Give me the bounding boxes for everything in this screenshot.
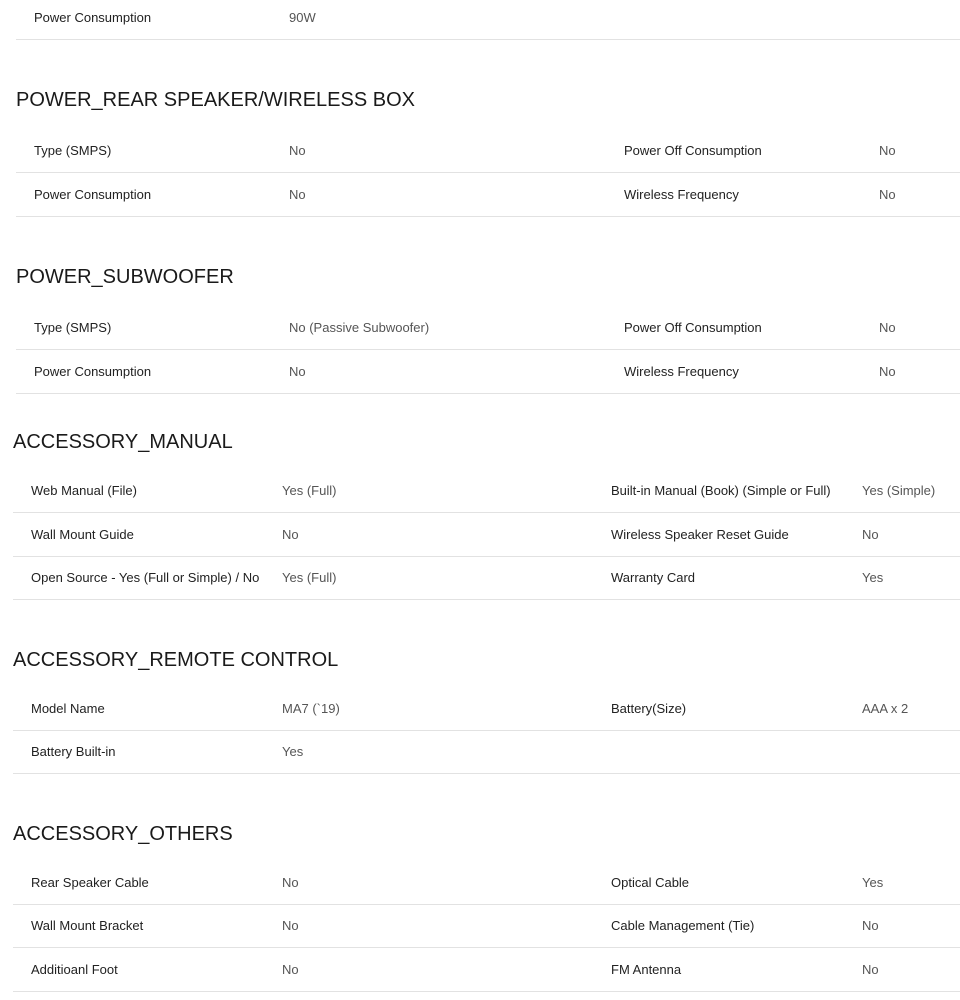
- spec-value: Yes: [282, 744, 304, 759]
- spec-row: [16, 129, 960, 173]
- spec-row: [16, 350, 960, 394]
- spec-label: Additioanl Foot: [31, 962, 118, 977]
- spec-label: Power Off Consumption: [624, 143, 762, 158]
- spec-label: Built-in Manual (Book) (Simple or Full): [611, 483, 831, 498]
- spec-value: No: [862, 918, 879, 933]
- spec-label: Cable Management (Tie): [611, 918, 755, 933]
- spec-row: [13, 556, 960, 600]
- spec-value: No: [879, 187, 896, 202]
- spec-label: Type (SMPS): [34, 320, 112, 335]
- section-title-remote-control: ACCESSORY_REMOTE CONTROL: [13, 649, 339, 671]
- spec-label: Power Off Consumption: [624, 320, 762, 335]
- spec-value: No: [282, 962, 299, 977]
- spec-value: No: [282, 527, 299, 542]
- spec-value: No: [289, 364, 306, 379]
- spec-label: Wireless Speaker Reset Guide: [611, 527, 789, 542]
- spec-label: Wireless Frequency: [624, 364, 739, 379]
- spec-label: Web Manual (File): [31, 483, 137, 498]
- spec-label: Wireless Frequency: [624, 187, 739, 202]
- spec-label: Power Consumption: [34, 187, 152, 202]
- spec-value: No: [879, 364, 896, 379]
- spec-row: [13, 904, 960, 948]
- spec-row: [13, 730, 960, 774]
- spec-value: Yes (Full): [282, 483, 337, 498]
- spec-row: [13, 948, 960, 992]
- section-title-others: ACCESSORY_OTHERS: [13, 823, 233, 845]
- spec-row: [13, 687, 960, 731]
- spec-value: No: [862, 527, 879, 542]
- spec-label: Battery Built-in: [31, 744, 116, 759]
- spec-value: Yes (Simple): [862, 483, 936, 498]
- section-title-subwoofer: POWER_SUBWOOFER: [16, 266, 234, 288]
- spec-value: No: [879, 320, 896, 335]
- spec-label: Model Name: [31, 701, 105, 716]
- spec-label: Power Consumption: [34, 364, 152, 379]
- spec-label: FM Antenna: [611, 962, 682, 977]
- spec-row: [16, 306, 960, 350]
- spec-value: No: [862, 962, 879, 977]
- spec-value: No: [282, 875, 299, 890]
- spec-value: No (Passive Subwoofer): [289, 320, 430, 335]
- spec-value: 90W: [289, 10, 316, 25]
- spec-label: Wall Mount Guide: [31, 527, 134, 542]
- spec-value: No: [282, 918, 299, 933]
- spec-row: [13, 469, 960, 513]
- spec-label: Optical Cable: [611, 875, 690, 890]
- spec-label: Warranty Card: [611, 570, 696, 585]
- section-title-manual: ACCESSORY_MANUAL: [13, 431, 233, 453]
- spec-value: No: [879, 143, 896, 158]
- spec-value: No: [289, 187, 306, 202]
- spec-value: No: [289, 143, 306, 158]
- spec-label: Wall Mount Bracket: [31, 918, 144, 933]
- spec-label: Battery(Size): [611, 701, 687, 716]
- spec-label: Type (SMPS): [34, 143, 112, 158]
- spec-value: AAA x 2: [862, 701, 909, 716]
- spec-value: Yes: [862, 875, 884, 890]
- spec-row-top: [16, 0, 960, 40]
- spec-row: [13, 861, 960, 905]
- spec-value: Yes (Full): [282, 570, 337, 585]
- spec-label: Rear Speaker Cable: [31, 875, 149, 890]
- spec-row: [13, 513, 960, 557]
- spec-label: Power Consumption: [34, 10, 152, 25]
- spec-value: MA7 (`19): [282, 701, 340, 716]
- spec-label: Open Source - Yes (Full or Simple) / No: [31, 570, 260, 585]
- spec-row: [16, 173, 960, 217]
- section-title-rear-speaker: POWER_REAR SPEAKER/WIRELESS BOX: [16, 89, 415, 111]
- spec-value: Yes: [862, 570, 884, 585]
